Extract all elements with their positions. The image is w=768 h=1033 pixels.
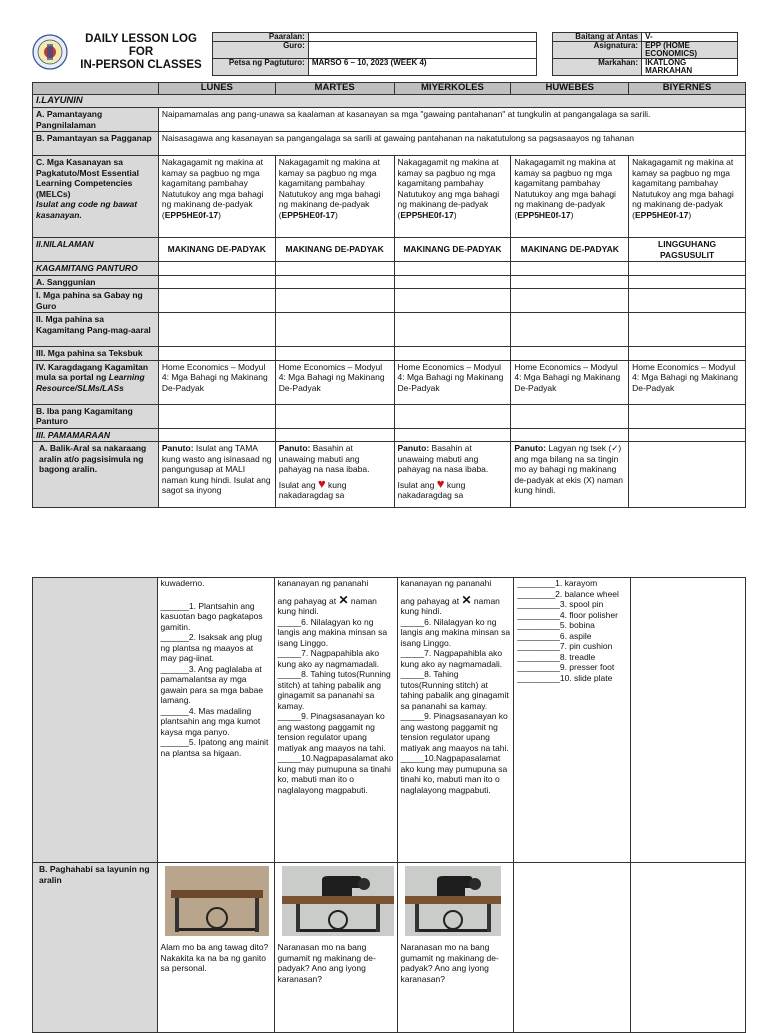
section-pamamaraan: III. PAMAMARAAN [33,428,159,442]
paghahabi-cell [157,863,274,1033]
paaralan-field[interactable] [308,33,536,42]
monday-items [157,578,274,863]
panuto-text: Isulat ang TAMA kung wasto ang isinasaad ng pangungusap at MALI naman kung hindi. Isulat ang sagot sa inyong [161,443,272,495]
section-layunin: I.LAYUNIN [33,94,746,108]
paghahabi-text: Naranasan mo na bang gumamit ng makinang de-padyak? Ano ang iyong karanasan? [277,942,376,984]
melc-text: Nakagagamit ng makina at kamay sa pagbuo ng mga kagamitang pambahay Natutukoy ang mga bahagi ng makinang de-padyak [514,157,616,209]
list-item: _____6. Nilalagyan ko ng langis ang makina minsan sa isang Linggo. [277,616,388,648]
melc-code: EPP5HE0f-17 [164,209,219,220]
nilalaman-cell: MAKINANG DE-PADYAK [275,238,394,262]
list-item: _________9. presser foot [517,662,615,672]
nilalaman-cell: MAKINANG DE-PADYAK [158,238,275,262]
list-item: naman kung hindi. [277,595,377,616]
panuto-text: Isulat ang [397,479,435,490]
nilalaman-cell: MAKINANG DE-PADYAK [511,238,629,262]
panuto-text: kung nakadaragdag sa [278,479,347,500]
modyul-cell: Home Economics – Modyul 4: Mga Bahagi ng Makinang De-Padyak [394,360,511,404]
x-mark-icon: ✕ [338,592,349,607]
panuto-cell [275,442,394,508]
day-header: HUWEBES [511,83,629,95]
list-item: _____8. Tahing tutos(Running stitch) at tahing pabalik ang ginagamit sa pananahi sa kamay. [277,669,391,711]
nilalaman-cell: LINGGUHANG PAGSUSULIT [629,238,746,262]
list-item: ang pahayag at [400,595,460,606]
row-label [33,360,159,404]
modyul-cell: Home Economics – Modyul 4: Mga Bahagi ng Makinang De-Padyak [158,360,275,404]
sewing-machine-image [165,866,269,936]
karagdagang-label-it: Learning Resource/SLMs/LASs [36,372,145,393]
panuto-label: Panuto: [397,443,430,453]
list-item: _____10.Nagpapasalamat ako kung may pumupuna sa tinahi ko, mabuti man ito o naglalayong magpabuti. [400,753,508,795]
melc-code: EPP5HE0f-17 [634,209,689,220]
guro-label: Guro: [213,42,309,59]
list-item: ______3. Ang paglalaba at pamamalantsa ay mga gawain para sa mga babae lamang. [160,663,264,705]
list-item: _________7. pin cushion [517,641,613,651]
title-line1: DAILY LESSON LOG FOR [85,33,197,58]
petsa-label: Petsa ng Pagtuturo: [213,59,309,76]
list-item: ang pahayag at [277,595,337,606]
day-header: MARTES [275,83,394,95]
nilalaman-cell: MAKINANG DE-PADYAK [394,238,511,262]
row-label: B. Paghahabi sa layunin ng aralin [33,863,158,1033]
thursday-items [514,578,631,863]
header-info-table [212,32,738,76]
melc-text: Nakagagamit ng makina at kamay sa pagbuo ng mga kagamitang pambahay Natutukoy ang mga bahagi ng makinang de-padyak [397,157,500,209]
wednesday-items [397,578,514,863]
list-item: kuwaderno. [160,578,205,588]
deped-seal-icon [32,34,68,70]
melc-text: Nakagagamit ng makina at kamay sa pagbuo ng mga kagamitang pambahay Natutukoy ang mga bahagi ng makinang de-padyak [632,157,734,209]
markahan-field[interactable]: IKATLONG MARKAHAN [642,59,738,76]
row-label: B. Iba pang Kagamitang Panturo [33,404,159,428]
list-item: _____10.Nagpapasalamat ako kung may pumupuna sa tinahi ko, mabuti man ito o naglalayong magpabuti. [277,753,394,795]
list-item: _____9. Pinagsasanayan ko ang wastong paggamit ng tension regulator upang matiyak ang maayos na tahi. [277,711,386,753]
paaralan-label: Paaralan: [213,33,309,42]
panuto-text: Isulat ang [278,479,316,490]
tuesday-items [274,578,397,863]
list-item: _________5. bobina [517,620,595,630]
melc-text: Nakagagamit ng makina at kamay sa pagbuo ng mga kagamitang pambahay Natutukoy ang mga bahagi ng makinang de-padyak [278,157,381,209]
list-item: ________1. karayom [517,578,598,588]
panuto-text: Basahin at unawaing mabuti ang pahayag na nasa ibaba. [278,443,370,474]
melc-cell: Nakagagamit ng makina at kamay sa pagbuo ng mga kagamitang pambahay Natutukoy ang mga bahagi ng makinang de-padyak (EPP5HE0f-17) [511,156,629,238]
list-item: ______5. Ipatong ang mainit na plantsa sa higaan. [160,737,269,758]
heart-icon: ♥ [317,475,326,491]
panuto-label: Panuto: [514,443,546,453]
paghahabi-text: Naranasan mo na bang gumamit ng makinang de-padyak? Ano ang iyong karanasan? [400,942,499,984]
lesson-log-table-continued [32,577,746,1033]
list-item: kananayan ng pananahi [277,578,369,588]
list-item: ________2. balance wheel [517,588,619,599]
baitang-field[interactable]: V- [642,33,738,42]
karagdagang-label: IV. Karagdagang Kagamitan mula sa portal ng [36,361,149,382]
markahan-label: Markahan: [553,59,642,76]
section-kagamitan: KAGAMITANG PANTURO [33,262,159,276]
panuto-cell [158,442,275,508]
row-label: I. Mga pahina sa Gabay ng Guro [33,289,159,313]
modyul-cell: Home Economics – Modyul 4: Mga Bahagi ng Makinang De-Padyak [629,360,746,404]
melc-cell: Nakagagamit ng makina at kamay sa pagbuo ng mga kagamitang pambahay Natutukoy ang mga bahagi ng makinang de-padyak (EPP5HE0f-17) [629,156,746,238]
row-label: III. Mga pahina sa Teksbuk [33,347,159,361]
paghahabi-text: Alam mo ba ang tawag dito? Nakakita ka na ba ng ganito sa personal. [160,942,269,973]
list-item: _________8. treadle [517,651,596,662]
list-item: _________6. aspile [517,630,592,641]
sewing-machine-image [282,866,394,936]
panuto-label: Panuto: [161,443,194,453]
list-item: _________4. floor polisher [517,609,618,620]
melc-cell: Nakagagamit ng makina at kamay sa pagbuo ng mga kagamitang pambahay Natutukoy ang mga bahagi ng makinang de-padyak (EPP5HE0f-17) [394,156,511,238]
row-label: A. Sanggunian [33,275,159,289]
panuto-text: Lagyan ng tsek (✓) ang mga bilang na sa tingin mo ay bahagi ng makinang de-padyak at ekis (X) naman kung hindi. [514,443,624,495]
row-label: A. Balik-Aral sa nakaraang aralin at/o pagsisimula ng bagong aralin. [33,442,159,508]
petsa-field[interactable]: MARSO 6 – 10, 2023 (WEEK 4) [308,59,536,76]
list-item: ______1. Plantsahin ang kasuotan bago pagkatapos gamitin. [160,600,263,632]
baitang-label: Baitang at Antas [553,33,642,42]
list-item: naman kung hindi. [400,595,500,616]
document-title [72,33,210,72]
asignatura-field[interactable]: EPP (HOME ECONOMICS) [642,42,738,59]
pamantayan-pagganap-text: Naisasagawa ang kasanayan sa pangangalaga sa sarili at gawaing pantahanan na nakatutulong sa pagsasaayos ng tahanan [158,132,745,156]
melc-cell: Nakagagamit ng makina at kamay sa pagbuo ng mga kagamitang pambahay Natutukoy ang mga bahagi ng makinang de-padyak (EPP5HE0f-17) [158,156,275,238]
paghahabi-cell [397,863,514,1033]
row-label: A. Pamantayang Pangnilalaman [33,108,159,132]
panuto-text: Basahin at unawaing mabuti ang pahayag na nasa ibaba. [397,443,489,474]
panuto-label: Panuto: [278,443,311,453]
melc-code: EPP5HE0f-17 [281,209,335,220]
list-item: _____7. Nagpapahibla ako kung ako ay nagmamadali. [277,648,380,669]
list-item: _________10. slide plate [517,672,613,683]
list-item: _________3. spool pin [517,599,604,609]
modyul-cell: Home Economics – Modyul 4: Mga Bahagi ng Makinang De-Padyak [511,360,629,404]
list-item: _____6. Nilalagyan ko ng langis ang makina minsan sa isang Linggo. [400,616,511,648]
panuto-text: kung nakadaragdag sa [397,479,466,500]
list-item: kananayan ng pananahi [400,578,492,588]
guro-field[interactable] [308,42,536,59]
panuto-cell [394,442,511,508]
panuto-cell [511,442,629,508]
row-label [33,156,159,238]
section-nilalaman: II.NILALAMAN [33,238,159,262]
row-label: B. Pamantayan sa Pagganap [33,132,159,156]
kasanayan-label: C. Mga Kasanayan sa Pagkatuto/Most Essential Learning Competencies (MELCs) [36,157,139,199]
melc-code: EPP5HE0f-17 [517,209,571,220]
pamantayang-pangnilalaman-text: Naipamamalas ang pang-unawa sa kaalaman at kasanayan sa mga "gawaing pantahanan" at tungkulin at pangangalaga sa sarili. [158,108,745,132]
sewing-machine-image [405,866,501,936]
list-item: ______2. Isaksak ang plug ng plantsa ng maayos at may pag-iinat. [160,632,263,663]
day-header: BIYERNES [629,83,746,95]
asignatura-label: Asignatura: [553,42,642,59]
x-mark-icon: ✕ [461,592,472,607]
melc-code: EPP5HE0f-17 [400,209,454,220]
kasanayan-note: Isulat ang code ng bawat kasanayan. [36,199,138,220]
melc-cell: Nakagagamit ng makina at kamay sa pagbuo ng mga kagamitang pambahay Natutukoy ang mga bahagi ng makinang de-padyak (EPP5HE0f-17) [275,156,394,238]
list-item: _____7. Nagpapahibla ako kung ako ay nagmamadali. [400,648,503,669]
melc-text: Nakagagamit ng makina at kamay sa pagbuo ng mga kagamitang pambahay Natutukoy ang mga bahagi ng makinang de-padyak [161,157,264,209]
title-line2: IN-PERSON CLASSES [80,59,202,71]
list-item: ______4. Mas madaling plantsahin ang mga kumot kaysa mga panyo. [160,705,261,737]
day-header: MIYERKOLES [394,83,511,95]
lesson-log-table [32,82,746,508]
list-item: _____9. Pinagsasanayan ko ang wastong paggamit ng tension regulator upang matiyak ang maayos na tahi. [400,711,509,753]
list-item: _____8. Tahing tutos(Running stitch) at tahing pabalik ang ginagamit sa pananahi sa kamay. [400,669,509,711]
heart-icon: ♥ [436,475,445,491]
paghahabi-cell [274,863,397,1033]
modyul-cell: Home Economics – Modyul 4: Mga Bahagi ng Makinang De-Padyak [275,360,394,404]
row-label: II. Mga pahina sa Kagamitang Pang-mag-aaral [33,313,159,347]
day-header: LUNES [158,83,275,95]
